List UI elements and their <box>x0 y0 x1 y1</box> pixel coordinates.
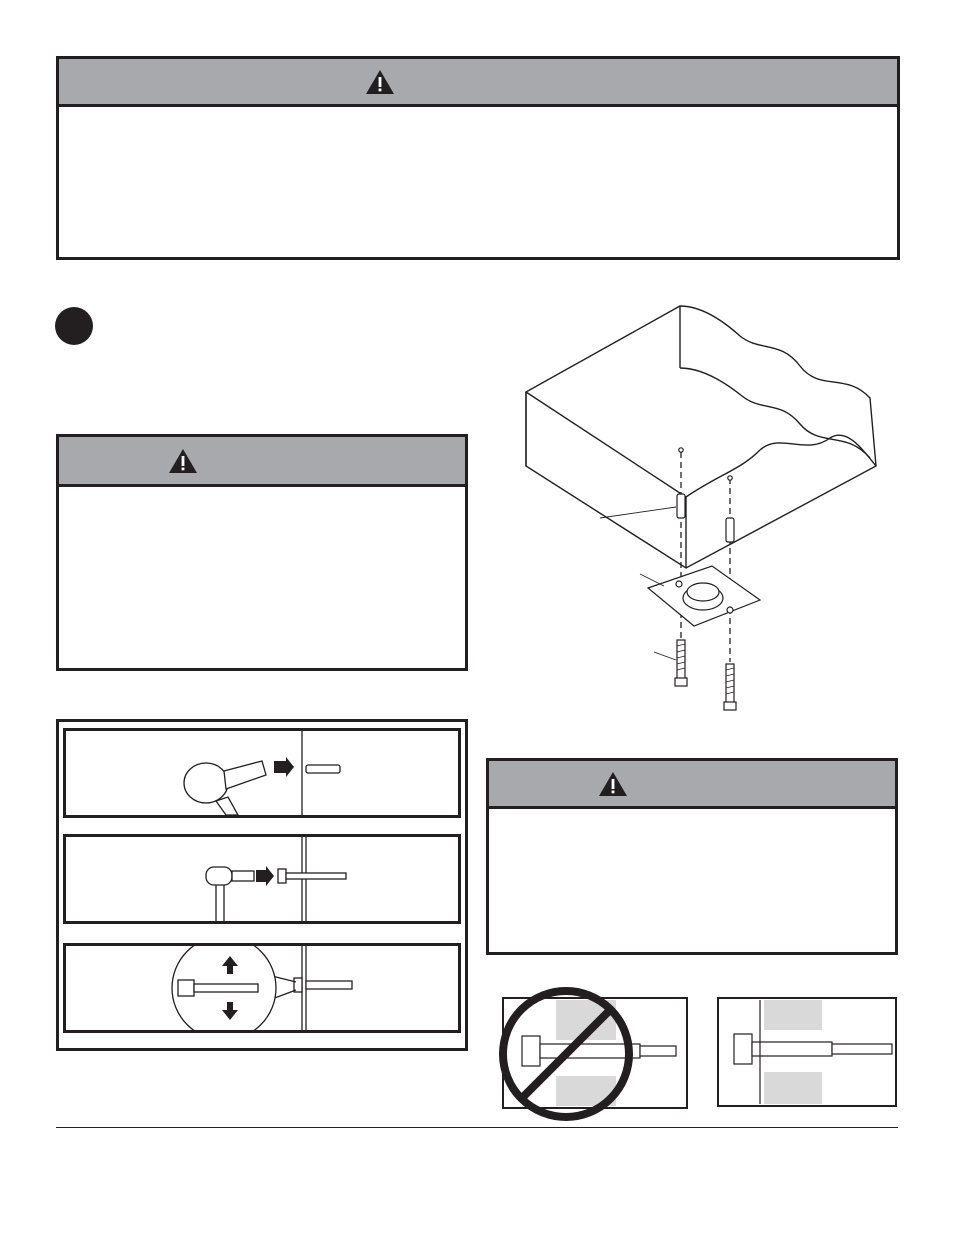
top-warning-box <box>56 56 900 260</box>
left-warning-header <box>59 437 465 487</box>
warning-triangle-icon <box>365 69 395 95</box>
left-warning-box <box>56 434 468 671</box>
step-panel-ratchet <box>63 834 461 924</box>
correct-install-illustration <box>716 996 898 1108</box>
right-warning-box <box>486 758 898 955</box>
anchor-steps-frame <box>56 719 468 1051</box>
step-bullet-icon <box>55 307 93 345</box>
footer-divider <box>56 1127 898 1128</box>
top-warning-header <box>59 59 897 107</box>
hammer-anchor-illustration <box>66 731 458 815</box>
anchor-expansion-illustration <box>66 946 458 1030</box>
prohibited-sign-icon <box>496 984 636 1124</box>
right-warning-header <box>489 761 895 809</box>
step-panel-hammer <box>63 728 461 818</box>
ceiling-mount-illustration <box>510 295 890 715</box>
step-panel-anchor-detail <box>63 943 461 1033</box>
warning-triangle-icon <box>598 771 628 797</box>
ratchet-bolt-illustration <box>66 837 458 921</box>
warning-triangle-icon <box>168 448 198 474</box>
